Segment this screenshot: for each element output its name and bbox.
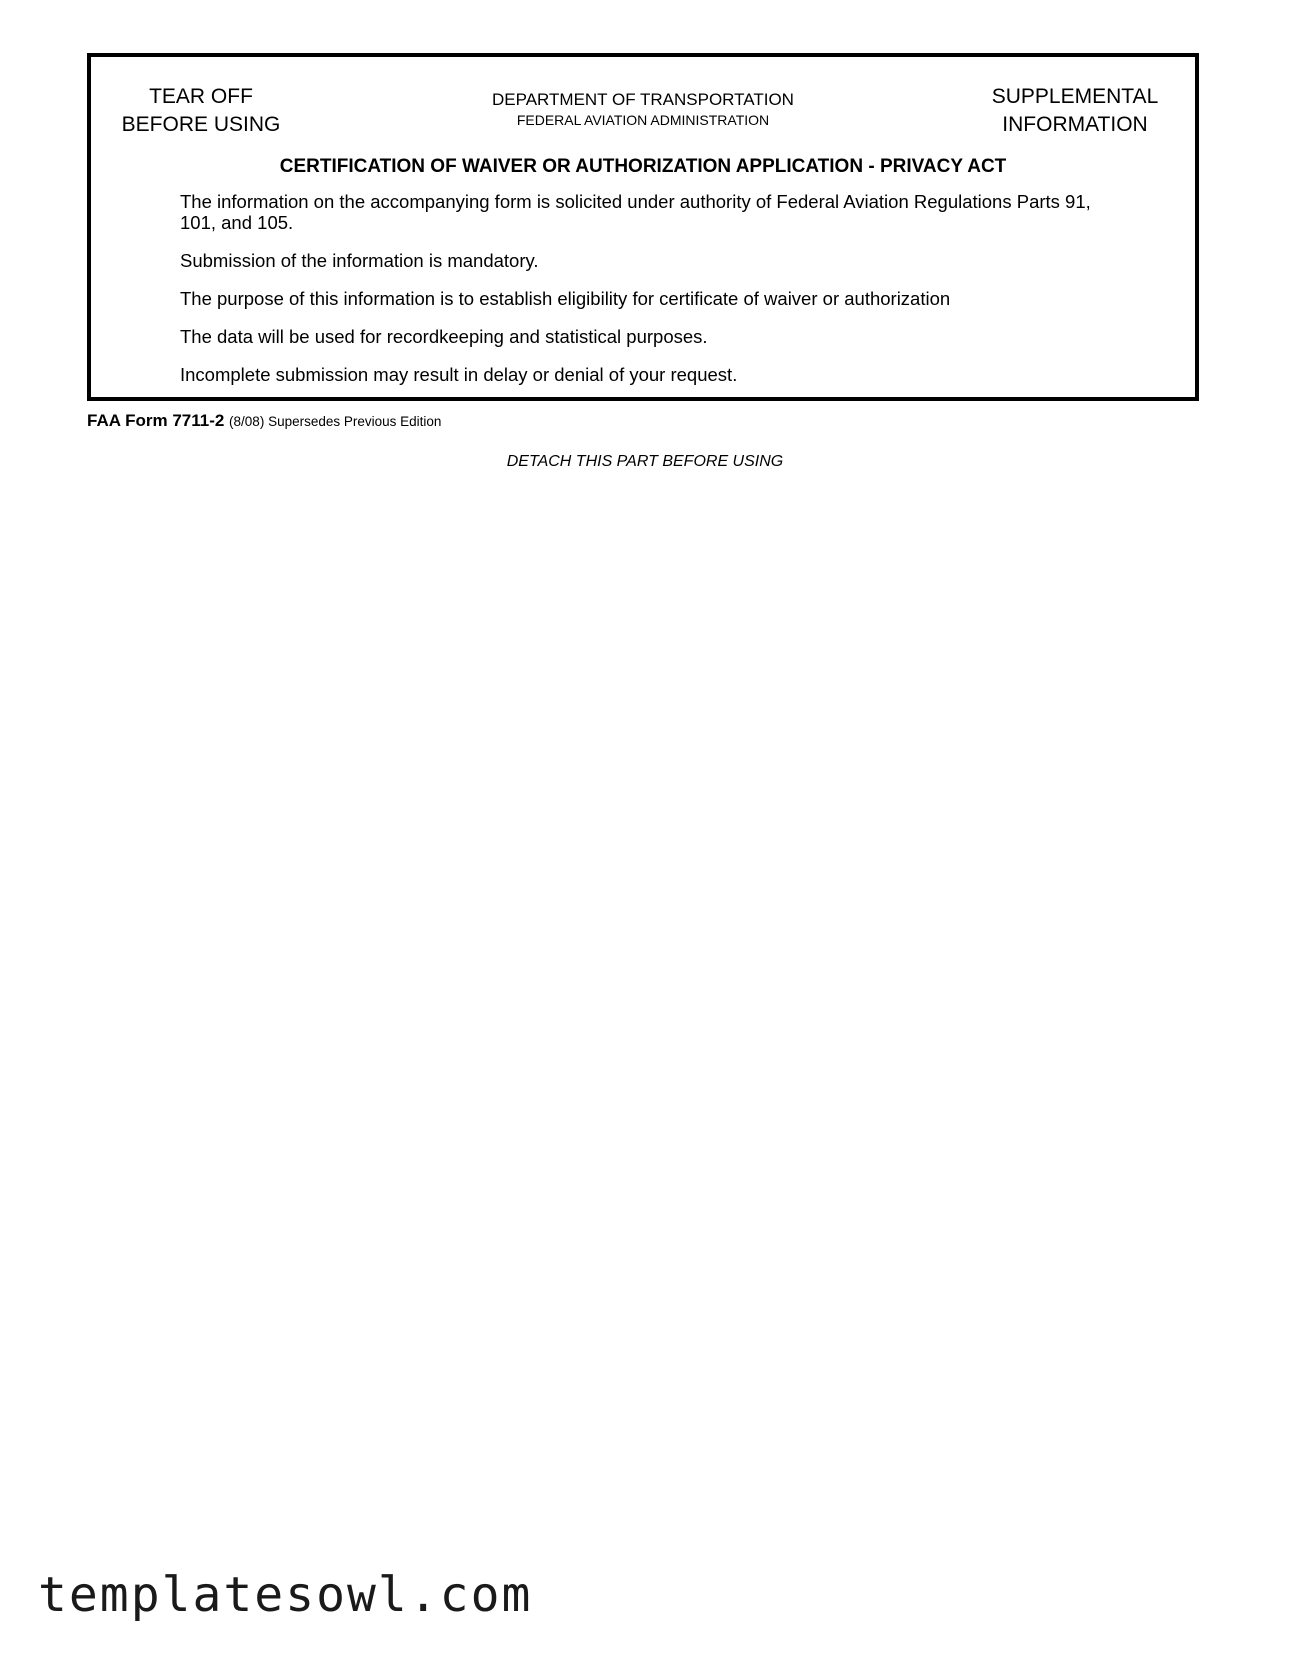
detach-note: DETACH THIS PART BEFORE USING — [506, 453, 784, 470]
watermark: templatesowl.com — [38, 1567, 533, 1623]
privacy-statements — [180, 191, 1130, 402]
form-title: CERTIFICATION OF WAIVER OR AUTHORIZATION APPLICATION - PRIVACY ACT — [279, 156, 1007, 177]
statement-mandatory: Submission of the information is mandatory. — [180, 250, 539, 271]
tear-off-line-2: BEFORE USING — [121, 113, 281, 136]
supplemental-note — [985, 83, 1165, 139]
supplemental-line-2: INFORMATION — [1002, 113, 1148, 136]
department-name: DEPARTMENT OF TRANSPORTATION — [492, 90, 794, 109]
statement-purpose: The purpose of this information is to establish eligibility for certificate of waiver or authorization — [180, 288, 951, 309]
tear-off-line-1: TEAR OFF — [149, 85, 253, 108]
form-edition: (8/08) Supersedes Previous Edition — [229, 414, 442, 429]
form-number: FAA Form 7711-2 — [87, 411, 225, 430]
statement-authority: The information on the accompanying form is solicited under authority of Federal Aviation Regulations Parts 91, 101, and 105. — [180, 191, 1091, 233]
privacy-act-box — [87, 53, 1199, 401]
supplemental-line-1: SUPPLEMENTAL — [991, 85, 1159, 108]
form-identifier — [87, 411, 441, 432]
statement-usage: The data will be used for recordkeeping and statistical purposes. — [180, 326, 708, 347]
administration-name: FEDERAL AVIATION ADMINISTRATION — [516, 112, 770, 128]
statement-incomplete: Incomplete submission may result in delay or denial of your request. — [180, 364, 738, 385]
